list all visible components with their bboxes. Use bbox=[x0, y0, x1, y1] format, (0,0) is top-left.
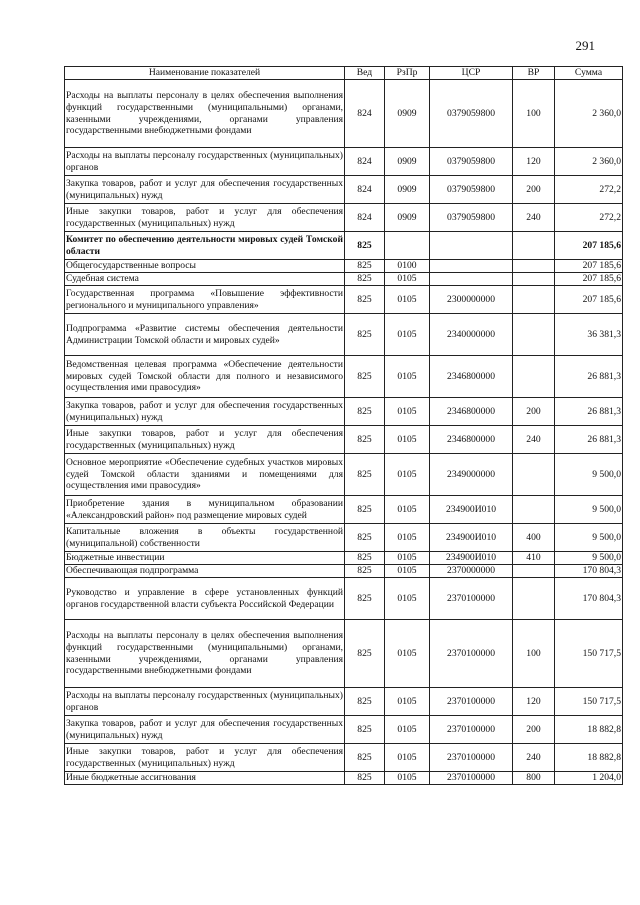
cell-csr: 0379059800 bbox=[430, 80, 513, 148]
cell-name: Обеспечивающая подпрограмма bbox=[65, 565, 345, 578]
cell-csr: 2300000000 bbox=[430, 286, 513, 314]
header-row bbox=[65, 67, 623, 80]
cell-name: Расходы на выплаты персоналу в целях обеспечения выполнения функций государственными (муниципальными) органами, казенными учреждениями, органами управления государственными внебюджетными фондами bbox=[65, 620, 345, 688]
cell-name: Закупка товаров, работ и услуг для обеспечения государственных (муниципальных) нужд bbox=[65, 716, 345, 744]
cell-name: Закупка товаров, работ и услуг для обеспечения государственных (муниципальных) нужд bbox=[65, 176, 345, 204]
table-row bbox=[65, 716, 623, 744]
cell-name: Расходы на выплаты персоналу в целях обеспечения выполнения функций государственными (муниципальными) органами, казенными учреждениями, органами управления государственными внебюджетными фондами bbox=[65, 80, 345, 148]
table-body bbox=[65, 80, 623, 785]
table-row bbox=[65, 578, 623, 620]
table-row bbox=[65, 454, 623, 496]
table-row bbox=[65, 232, 623, 260]
cell-rzpr: 0909 bbox=[385, 204, 430, 232]
cell-ved: 825 bbox=[345, 565, 385, 578]
table-row bbox=[65, 314, 623, 356]
cell-rzpr: 0105 bbox=[385, 273, 430, 286]
cell-rzpr: 0105 bbox=[385, 398, 430, 426]
cell-rzpr: 0909 bbox=[385, 148, 430, 176]
cell-name: Приобретение здания в муниципальном образовании «Александровский район» под размещение мировых судей bbox=[65, 496, 345, 524]
table-row bbox=[65, 565, 623, 578]
cell-name: Иные закупки товаров, работ и услуг для обеспечения государственных (муниципальных) нужд bbox=[65, 744, 345, 772]
cell-sum: 272,2 bbox=[555, 204, 623, 232]
table-row bbox=[65, 260, 623, 273]
cell-csr: 234900И010 bbox=[430, 524, 513, 552]
cell-sum: 26 881,3 bbox=[555, 356, 623, 398]
cell-ved: 825 bbox=[345, 620, 385, 688]
cell-csr: 2370000000 bbox=[430, 565, 513, 578]
table-row bbox=[65, 273, 623, 286]
cell-sum: 207 185,6 bbox=[555, 260, 623, 273]
cell-sum: 2 360,0 bbox=[555, 148, 623, 176]
table-row bbox=[65, 744, 623, 772]
cell-vr bbox=[513, 286, 555, 314]
cell-vr bbox=[513, 260, 555, 273]
cell-vr bbox=[513, 454, 555, 496]
cell-vr: 240 bbox=[513, 426, 555, 454]
cell-ved: 824 bbox=[345, 204, 385, 232]
cell-rzpr: 0105 bbox=[385, 426, 430, 454]
cell-rzpr: 0105 bbox=[385, 286, 430, 314]
cell-rzpr: 0105 bbox=[385, 314, 430, 356]
table-row bbox=[65, 552, 623, 565]
cell-vr: 100 bbox=[513, 80, 555, 148]
cell-sum: 170 804,3 bbox=[555, 578, 623, 620]
cell-rzpr: 0105 bbox=[385, 524, 430, 552]
cell-rzpr: 0105 bbox=[385, 356, 430, 398]
cell-name: Расходы на выплаты персоналу государственных (муниципальных) органов bbox=[65, 688, 345, 716]
cell-sum: 9 500,0 bbox=[555, 454, 623, 496]
cell-csr: 2346800000 bbox=[430, 426, 513, 454]
cell-csr: 2346800000 bbox=[430, 398, 513, 426]
cell-name: Подпрограмма «Развитие системы обеспечения деятельности Администрации Томской области и мировых судей» bbox=[65, 314, 345, 356]
cell-rzpr: 0105 bbox=[385, 772, 430, 785]
cell-name: Ведомственная целевая программа «Обеспечение деятельности мировых судей Томской области для полного и независимого осуществления ими правосудия» bbox=[65, 356, 345, 398]
cell-rzpr: 0100 bbox=[385, 260, 430, 273]
cell-sum: 26 881,3 bbox=[555, 398, 623, 426]
cell-vr bbox=[513, 273, 555, 286]
cell-ved: 824 bbox=[345, 176, 385, 204]
cell-ved: 825 bbox=[345, 496, 385, 524]
cell-ved: 825 bbox=[345, 688, 385, 716]
table-row bbox=[65, 772, 623, 785]
cell-rzpr: 0105 bbox=[385, 716, 430, 744]
cell-vr bbox=[513, 314, 555, 356]
cell-csr: 0379059800 bbox=[430, 148, 513, 176]
cell-ved: 825 bbox=[345, 552, 385, 565]
cell-rzpr: 0105 bbox=[385, 688, 430, 716]
cell-rzpr: 0105 bbox=[385, 620, 430, 688]
cell-rzpr bbox=[385, 232, 430, 260]
cell-name: Расходы на выплаты персоналу государственных (муниципальных) органов bbox=[65, 148, 345, 176]
cell-rzpr: 0105 bbox=[385, 496, 430, 524]
cell-sum: 26 881,3 bbox=[555, 426, 623, 454]
cell-ved: 824 bbox=[345, 148, 385, 176]
cell-vr bbox=[513, 232, 555, 260]
cell-sum: 207 185,6 bbox=[555, 273, 623, 286]
cell-csr: 2346800000 bbox=[430, 356, 513, 398]
cell-ved: 825 bbox=[345, 232, 385, 260]
cell-vr: 400 bbox=[513, 524, 555, 552]
cell-vr bbox=[513, 356, 555, 398]
cell-sum: 272,2 bbox=[555, 176, 623, 204]
cell-vr: 410 bbox=[513, 552, 555, 565]
cell-name: Комитет по обеспечению деятельности мировых судей Томской области bbox=[65, 232, 345, 260]
cell-sum: 9 500,0 bbox=[555, 496, 623, 524]
cell-rzpr: 0105 bbox=[385, 565, 430, 578]
cell-sum: 207 185,6 bbox=[555, 232, 623, 260]
table-row bbox=[65, 80, 623, 148]
cell-ved: 825 bbox=[345, 398, 385, 426]
cell-ved: 825 bbox=[345, 454, 385, 496]
table-header bbox=[65, 67, 623, 80]
cell-vr: 240 bbox=[513, 204, 555, 232]
cell-ved: 825 bbox=[345, 744, 385, 772]
table-row bbox=[65, 398, 623, 426]
cell-name: Закупка товаров, работ и услуг для обеспечения государственных (муниципальных) нужд bbox=[65, 398, 345, 426]
cell-rzpr: 0105 bbox=[385, 578, 430, 620]
cell-rzpr: 0105 bbox=[385, 744, 430, 772]
cell-rzpr: 0105 bbox=[385, 454, 430, 496]
table-row bbox=[65, 688, 623, 716]
cell-sum: 1 204,0 bbox=[555, 772, 623, 785]
cell-vr: 200 bbox=[513, 176, 555, 204]
cell-csr: 2340000000 bbox=[430, 314, 513, 356]
table-row bbox=[65, 176, 623, 204]
cell-csr: 0379059800 bbox=[430, 176, 513, 204]
cell-rzpr: 0909 bbox=[385, 80, 430, 148]
cell-name: Общегосударственные вопросы bbox=[65, 260, 345, 273]
cell-ved: 825 bbox=[345, 578, 385, 620]
table-row bbox=[65, 286, 623, 314]
cell-sum: 18 882,8 bbox=[555, 716, 623, 744]
cell-name: Иные закупки товаров, работ и услуг для обеспечения государственных (муниципальных) нужд bbox=[65, 426, 345, 454]
header-name: Наименование показателей bbox=[65, 67, 345, 80]
cell-vr bbox=[513, 578, 555, 620]
cell-ved: 825 bbox=[345, 426, 385, 454]
cell-csr: 234900И010 bbox=[430, 552, 513, 565]
cell-ved: 824 bbox=[345, 80, 385, 148]
cell-sum: 207 185,6 bbox=[555, 286, 623, 314]
cell-sum: 9 500,0 bbox=[555, 524, 623, 552]
header-vr: ВР bbox=[513, 67, 555, 80]
cell-csr: 234900И010 bbox=[430, 496, 513, 524]
cell-sum: 9 500,0 bbox=[555, 552, 623, 565]
cell-vr bbox=[513, 565, 555, 578]
cell-vr: 240 bbox=[513, 744, 555, 772]
budget-table bbox=[64, 66, 623, 785]
cell-ved: 825 bbox=[345, 273, 385, 286]
cell-name: Судебная система bbox=[65, 273, 345, 286]
cell-vr: 120 bbox=[513, 688, 555, 716]
cell-name: Иные бюджетные ассигнования bbox=[65, 772, 345, 785]
table-row bbox=[65, 620, 623, 688]
cell-csr: 2370100000 bbox=[430, 578, 513, 620]
cell-name: Иные закупки товаров, работ и услуг для обеспечения государственных (муниципальных) нужд bbox=[65, 204, 345, 232]
table-row bbox=[65, 496, 623, 524]
cell-sum: 36 381,3 bbox=[555, 314, 623, 356]
cell-ved: 825 bbox=[345, 772, 385, 785]
cell-vr: 800 bbox=[513, 772, 555, 785]
cell-ved: 825 bbox=[345, 286, 385, 314]
cell-ved: 825 bbox=[345, 314, 385, 356]
page-number: 291 bbox=[575, 38, 595, 53]
cell-name: Капитальные вложения в объекты государственной (муниципальной) собственности bbox=[65, 524, 345, 552]
header-ved: Вед bbox=[345, 67, 385, 80]
cell-csr: 2370100000 bbox=[430, 688, 513, 716]
header-sum: Сумма bbox=[555, 67, 623, 80]
cell-sum: 18 882,8 bbox=[555, 744, 623, 772]
cell-name: Руководство и управление в сфере установленных функций органов государственной власти субъекта Российской Федерации bbox=[65, 578, 345, 620]
header-csr: ЦСР bbox=[430, 67, 513, 80]
cell-sum: 2 360,0 bbox=[555, 80, 623, 148]
table-row bbox=[65, 524, 623, 552]
table-row bbox=[65, 426, 623, 454]
cell-csr bbox=[430, 260, 513, 273]
cell-csr: 2370100000 bbox=[430, 620, 513, 688]
cell-ved: 825 bbox=[345, 524, 385, 552]
cell-csr: 2370100000 bbox=[430, 772, 513, 785]
cell-vr: 200 bbox=[513, 398, 555, 426]
cell-name: Бюджетные инвестиции bbox=[65, 552, 345, 565]
cell-sum: 170 804,3 bbox=[555, 565, 623, 578]
cell-ved: 825 bbox=[345, 356, 385, 398]
cell-rzpr: 0105 bbox=[385, 552, 430, 565]
cell-ved: 825 bbox=[345, 716, 385, 744]
table-row bbox=[65, 204, 623, 232]
cell-ved: 825 bbox=[345, 260, 385, 273]
cell-name: Государственная программа «Повышение эффективности регионального и муниципального управления» bbox=[65, 286, 345, 314]
cell-vr: 100 bbox=[513, 620, 555, 688]
cell-csr bbox=[430, 273, 513, 286]
table-row bbox=[65, 356, 623, 398]
cell-csr bbox=[430, 232, 513, 260]
cell-csr: 2370100000 bbox=[430, 716, 513, 744]
cell-vr bbox=[513, 496, 555, 524]
cell-rzpr: 0909 bbox=[385, 176, 430, 204]
cell-csr: 2349000000 bbox=[430, 454, 513, 496]
header-rzpr: РзПр bbox=[385, 67, 430, 80]
table-row bbox=[65, 148, 623, 176]
cell-name: Основное мероприятие «Обеспечение судебных участков мировых судей Томской области зданиями и помещениями для осуществления ими правосудия» bbox=[65, 454, 345, 496]
cell-sum: 150 717,5 bbox=[555, 688, 623, 716]
cell-vr: 200 bbox=[513, 716, 555, 744]
cell-csr: 2370100000 bbox=[430, 744, 513, 772]
cell-csr: 0379059800 bbox=[430, 204, 513, 232]
cell-sum: 150 717,5 bbox=[555, 620, 623, 688]
cell-vr: 120 bbox=[513, 148, 555, 176]
